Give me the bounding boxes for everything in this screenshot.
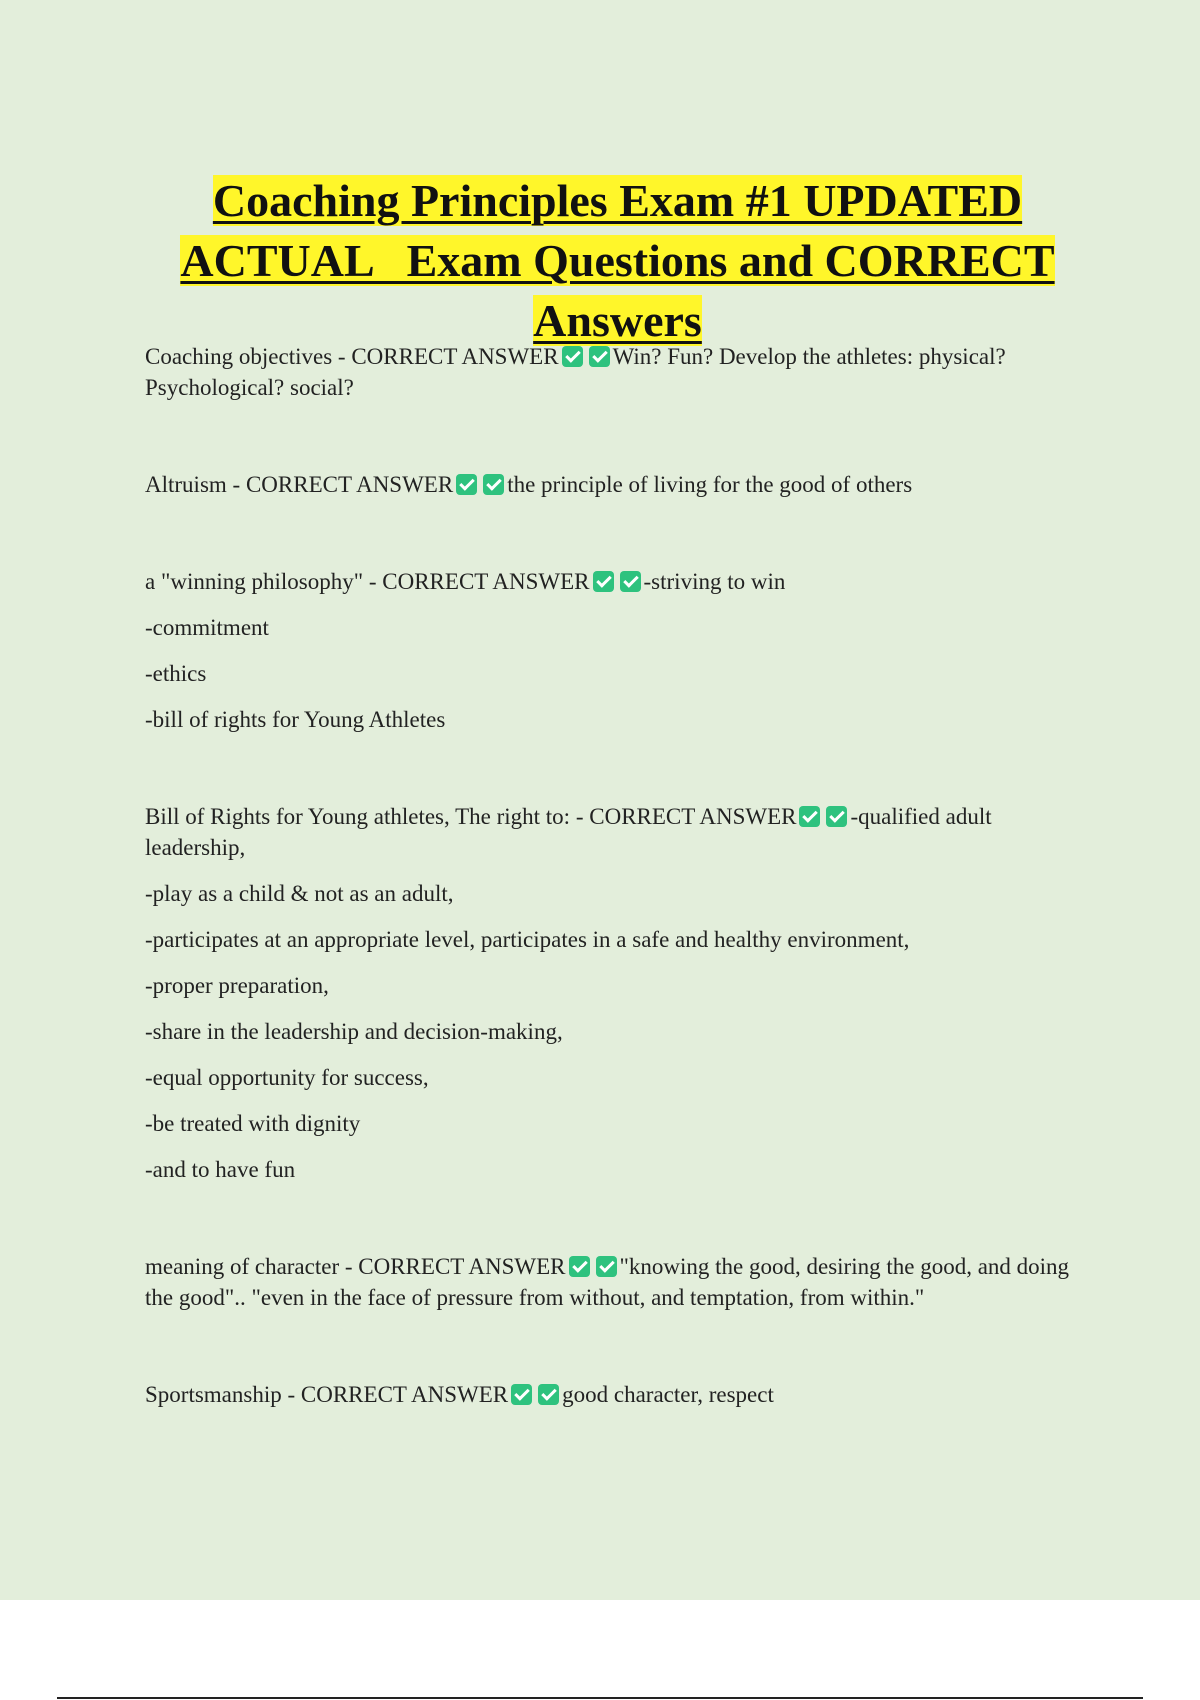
- document-title: [130, 171, 1105, 351]
- answer-text: -striving to win: [643, 569, 786, 594]
- check-mark-icon: [456, 474, 477, 495]
- answer-continuation-line: -equal opportunity for success,: [145, 1065, 429, 1090]
- question-term: Sportsmanship: [145, 1382, 282, 1407]
- answer-continuation-line: -commitment: [145, 615, 269, 640]
- answer-text: the principle of living for the good of others: [507, 472, 913, 497]
- qa-entry-coaching-objectives: [145, 341, 1085, 403]
- correct-answer-marker: - CORRECT ANSWER: [281, 1382, 509, 1407]
- answer-text: good character, respect: [562, 1382, 774, 1407]
- qa-first-line: [145, 566, 1085, 597]
- answer-continuation-line: -ethics: [145, 661, 207, 686]
- footer-divider: [57, 1697, 1143, 1699]
- answer-continuation-line: -proper preparation,: [145, 973, 329, 998]
- qa-entry-bill-of-rights: [145, 801, 1085, 1185]
- check-mark-icon: [596, 1256, 617, 1277]
- check-mark-icon: [538, 1384, 559, 1405]
- check-mark-icon: [799, 806, 820, 827]
- title-line-1: Coaching Principles Exam #1 UPDATED: [212, 174, 1023, 226]
- answer-continuation-line: -bill of rights for Young Athletes: [145, 707, 446, 732]
- correct-answer-marker: - CORRECT ANSWER: [339, 1254, 566, 1279]
- correct-answer-marker: - CORRECT ANSWER: [363, 569, 590, 594]
- qa-first-line: [145, 469, 1085, 500]
- qa-entry-sportsmanship: [145, 1379, 1085, 1410]
- answer-text: "knowing the good, desiring the good, and doing the good".. "even in the face of pressure from without, and temptation, from within.": [145, 1254, 1070, 1310]
- answer-text: Win? Fun? Develop the athletes: physical? Psychological? social?: [145, 344, 1006, 400]
- qa-entry-altruism: [145, 469, 1085, 500]
- title-line-3: Answers: [533, 294, 702, 346]
- qa-list: [145, 341, 1085, 1410]
- title-line-2: ACTUAL Exam Questions and CORRECT: [180, 234, 1055, 286]
- answer-text: -qualified adult leadership,: [145, 804, 992, 860]
- qa-first-line: [145, 1379, 1085, 1410]
- check-mark-icon: [620, 571, 641, 592]
- answer-continuation-line: -share in the leadership and decision-making,: [145, 1019, 563, 1044]
- answer-continuation-line: -participates at an appropriate level, participates in a safe and healthy environment,: [145, 927, 910, 952]
- question-term: Coaching objectives: [145, 344, 333, 369]
- qa-entry-meaning-of-character: [145, 1251, 1085, 1313]
- answer-continuation-line: -and to have fun: [145, 1157, 296, 1182]
- qa-first-line: [145, 801, 1085, 863]
- question-term: Altruism: [145, 472, 227, 497]
- answer-continuation-line: -be treated with dignity: [145, 1111, 361, 1136]
- check-mark-icon: [593, 571, 614, 592]
- question-term: Bill of Rights for Young athletes, The right to:: [145, 804, 571, 829]
- check-mark-icon: [589, 346, 610, 367]
- question-term: meaning of character: [145, 1254, 340, 1279]
- correct-answer-marker: - CORRECT ANSWER: [570, 804, 797, 829]
- check-mark-icon: [562, 346, 583, 367]
- correct-answer-marker: - CORRECT ANSWER: [332, 344, 559, 369]
- answer-continuation-line: -play as a child & not as an adult,: [145, 881, 454, 906]
- check-mark-icon: [483, 474, 504, 495]
- qa-entry-winning-philosophy: [145, 566, 1085, 735]
- qa-first-line: [145, 1251, 1085, 1313]
- question-term: a "winning philosophy": [145, 569, 364, 594]
- check-mark-icon: [826, 806, 847, 827]
- check-mark-icon: [569, 1256, 590, 1277]
- correct-answer-marker: - CORRECT ANSWER: [226, 472, 454, 497]
- check-mark-icon: [511, 1384, 532, 1405]
- qa-first-line: [145, 341, 1085, 403]
